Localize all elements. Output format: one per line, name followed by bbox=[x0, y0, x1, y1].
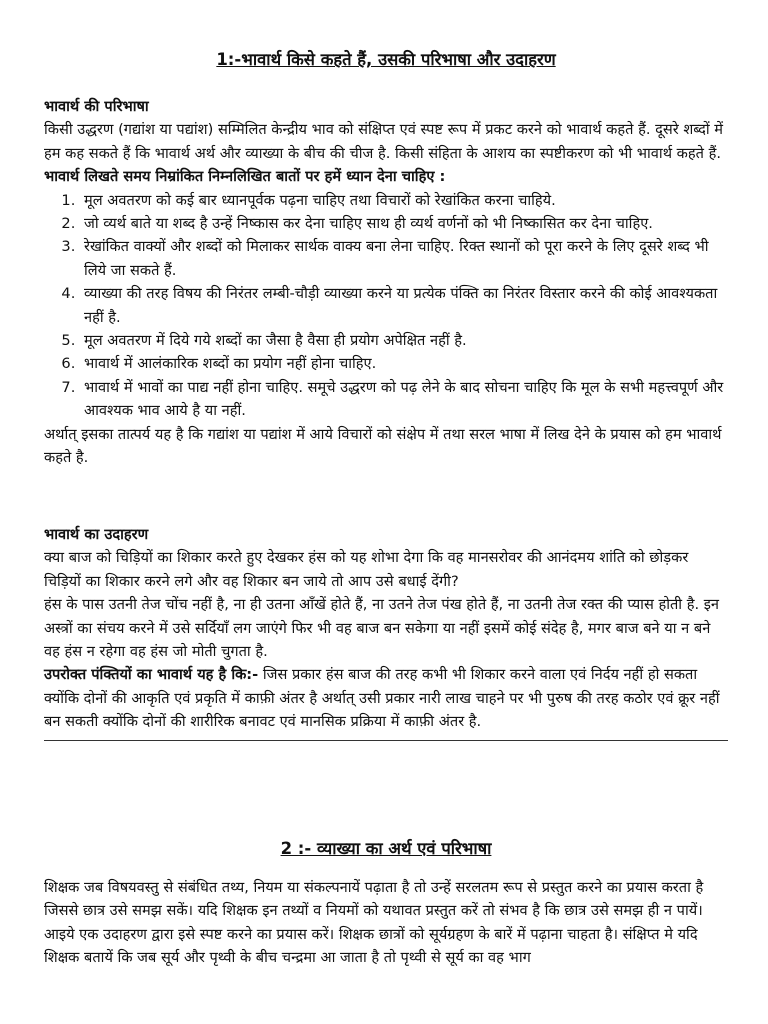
section-divider bbox=[44, 740, 728, 741]
example-meaning-text: जिस प्रकार हंस बाज की तरह कभी भी शिकार करने वाला एवं निर्दय नहीं हो सकता क्योंकि दोनों की आकृति एवं प्रकृति में काफ़ी अंतर है अर्थात् उसी प्रकार नारी लाख चाहने पर भी पुरुष की तरह कठोर एवं क्रूर नहीं बन सकती क्योंकि दोनों की शारीरिक बनावट एवं मानसिक प्रक्रिया में काफ़ी अंतर है. bbox=[44, 666, 720, 731]
definition-heading: भावार्थ की परिभाषा bbox=[44, 98, 149, 115]
list-item: 6. भावार्थ में आलंकारिक शब्दों का प्रयोग नहीं होना चाहिए. bbox=[80, 352, 728, 375]
points-list bbox=[44, 189, 728, 423]
example-meaning-label: उपरोक्त पंक्तियों का भावार्थ यह है कि:- bbox=[44, 666, 259, 684]
list-item: 4. व्याख्या की तरह विषय की निरंतर लम्बी-चौड़ी व्याख्या करने या प्रत्येक पंक्ति का निरंतर विस्तार करने की कोई आवश्यकता नहीं है. bbox=[80, 282, 728, 329]
list-item: 5. मूल अवतरण में दिये गये शब्दों का जैसा है वैसा ही प्रयोग अपेक्षित नहीं है. bbox=[80, 329, 728, 352]
list-item: 3. रेखांकित वाक्यों और शब्दों को मिलाकर सार्थक वाक्य बना लेना चाहिए. रिक्त स्थानों को पूरा करने के लिए दूसरे शब्द भी लिये जा सकते हैं. bbox=[80, 235, 728, 282]
list-item: 1. मूल अवतरण को कई बार ध्यानपूर्वक पढ़ना चाहिए तथा विचारों को रेखांकित करना चाहिये. bbox=[80, 189, 728, 212]
section2-body bbox=[44, 876, 728, 970]
section2-intro: शिक्षक जब विषयवस्तु से संबंधित तथ्य, नियम या संकल्पनायें पढ़ाता है तो उन्हें सरलतम रूप से प्रस्तुत करने का प्रयास करता है जिससे छात्र उसे समझ सकें। यदि शिक्षक इन तथ्यों व नियमों को यथावत प्रस्तुत करें तो संभव है कि छात्र उसे समझ ही न पायें। आइये एक उदाहरण द्वारा इसे स्पष्ट करने का प्रयास करें। शिक्षक छात्रों को सूर्यग्रहण के बारें में पढ़ाना चाहता है। संक्षिप्त मे यदि शिक्षक बतायें कि जब सूर्य और पृथ्वी के बीच चन्द्रमा आ जाता है तो पृथ्वी से सूर्य का वह भाग bbox=[44, 879, 704, 967]
definition-text: किसी उद्धरण (गद्यांश या पद्यांश) सम्मिलित केन्द्रीय भाव को संक्षिप्त एवं स्पष्ट रूप में प्रकट करने को भावार्थ कहते हैं. दूसरे शब्दों में हम कह सकते हैं कि भावार्थ अर्थ और व्याख्या के बीच की चीज है. किसी संहिता के आशय का स्पष्टीकरण को भी भावार्थ कहते हैं. bbox=[44, 121, 724, 162]
example-paragraph-2: हंस के पास उतनी तेज चोंच नहीं है, ना ही उतना आँखें होते हैं, ना उतने तेज पंख होते हैं, ना उतनी तेज रक्त की प्यास होती है. इन अस्त्रों का संचय करने में उसे सर्दियाँ लग जाएंगे फिर भी वह बाज बन सकेगा या नहीं इसमें कोई संदेह है, मगर बाज बने या न बने वह हंस न रहेगा वह हंस जो मोती चुगता है. bbox=[44, 596, 720, 661]
section1-title: 1:-भावार्थ किसे कहते हैं, उसकी परिभाषा और उदाहरण bbox=[216, 50, 556, 69]
section1-example bbox=[44, 523, 728, 734]
example-heading: भावार्थ का उदाहरण bbox=[44, 526, 149, 543]
points-heading: भावार्थ लिखते समय निम्रांकित निम्नलिखित बातों पर हमें ध्यान देना चाहिए : bbox=[44, 168, 446, 186]
conclusion-text: अर्थात् इसका तात्पर्य यह है कि गद्यांश या पद्यांश में आये विचारों को संक्षेप में तथा सरल भाषा में लिख देने के प्रयास को हम भावार्थ कहते है. bbox=[44, 425, 722, 467]
section2-title: 2 :- व्याख्या का अर्थ एवं परिभाषा bbox=[280, 839, 492, 858]
list-item: 7. भावार्थ में भावों का पाद्य नहीं होना चाहिए. समूचे उद्धरण को पढ़ लेने के बाद सोचना चाहिए कि मूल के सभी महत्त्वपूर्ण और आवश्यक भाव आये है या नहीं. bbox=[80, 376, 728, 423]
example-meaning bbox=[44, 663, 728, 733]
section1-definition bbox=[44, 95, 728, 470]
list-item: 2. जो व्यर्थ बाते या शब्द है उन्हें निष्कास कर देना चाहिए साथ ही व्यर्थ वर्णनों को भी निष्कासित कर देना चाहिए. bbox=[80, 212, 728, 235]
example-paragraph-1: क्या बाज को चिड़ियों का शिकार करते हुए देखकर हंस को यह शोभा देगा कि वह मानसरोवर की आनंदमय शांति को छोड़कर चिड़ियों का शिकार करने लगे और वह शिकार बन जाये तो आप उसे बधाई देंगी? bbox=[44, 549, 689, 590]
